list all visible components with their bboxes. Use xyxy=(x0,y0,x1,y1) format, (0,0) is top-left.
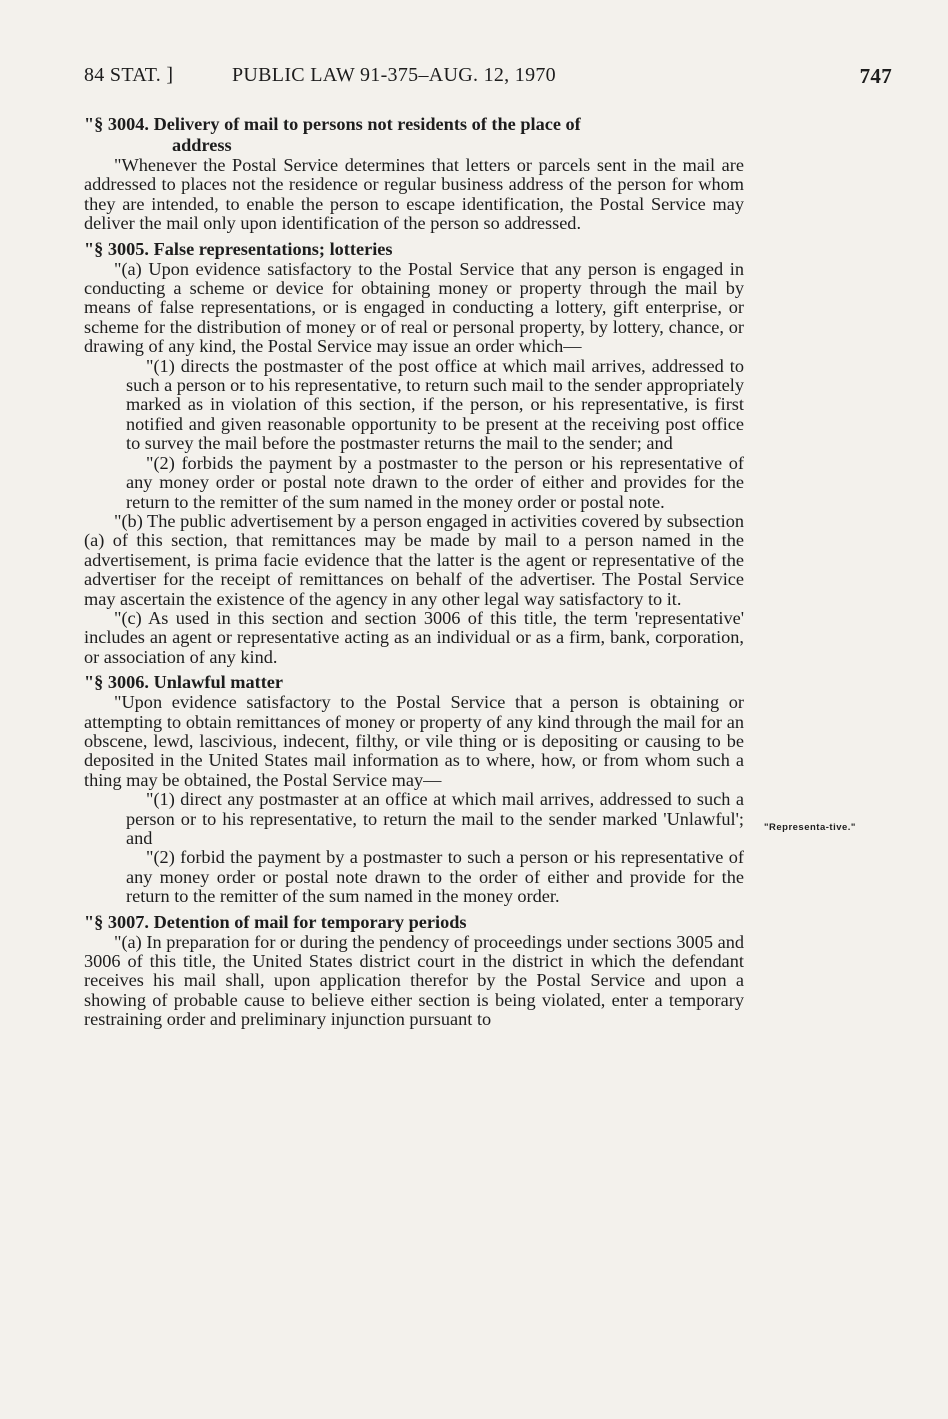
running-header xyxy=(84,64,892,94)
section-3004-heading-line2: address xyxy=(172,135,232,155)
section-3005-subsection-a: "(a) Upon evidence satisfactory to the Postal Service that any person is engaged in conducting a scheme or device for obtaining money or property through the mail by means of false representations, or is engaged in conducting a lottery, gift enterprise, or scheme for the distribution of money or of real or personal property, by lottery, chance, or drawing of any kind, the Postal Service may issue an order which— xyxy=(84,258,744,357)
section-3006-paragraph: "Upon evidence satisfactory to the Postal Service that a person is obtaining or attempting to obtain remittances of money or property of any kind through the mail for an obscene, lewd, lascivious, indecent, filthy, or vile thing or is depositing or causing to be deposited in the United States mail information as to where, how, or from whom such a thing may be obtained, the Postal Service may— xyxy=(84,692,744,790)
section-3005-subsection-b: "(b) The public advertisement by a person engaged in activities covered by subsection (a) of this section, that remittances may be made by mail to a person named in the advertisement, is prima facie evidence that the latter is the agent or representative of the advertiser for the receipt of remittances on behalf of the advertiser. The Postal Service may ascertain the existence of the agency in any other legal way satisfactory to it. xyxy=(84,510,744,609)
section-3007-subsection-a: "(a) In preparation for or during the pendency of proceedings under sections 3005 and 3006 of this title, the United States district court in the district in which the defendant receives his mail shall, upon application therefor by the Postal Service and upon a showing of probable cause to believe either section is being violated, enter a temporary restraining order and preliminary injunction pursuant to xyxy=(84,931,744,1030)
law-title: PUBLIC LAW 91-375–AUG. 12, 1970 xyxy=(232,64,556,86)
section-3005-subsection-c: "(c) As used in this section and section 3006 of this title, the term 'representative' includes an agent or representative acting as an individual or as a firm, bank, corporation, or association of any kind. xyxy=(84,607,744,667)
margin-note: "Representa-tive." xyxy=(764,822,856,833)
section-3005-item-1: "(1) directs the postmaster of the post office at which mail arrives, addressed to such a person or to his representative, to return such mail to the sender appropriately marked as in violation of this section, if the person, or his representative, is first notified and given reasonable opportunity to be present at the receiving post office to survey the mail before the postmaster returns the mail to the sender; and xyxy=(126,355,744,454)
section-3006-item-2: "(2) forbid the payment by a postmaster to such a person or his representative of any money order or postal note drawn to the order of either and provide for the return to the remitter of the sum named in the money order. xyxy=(126,847,744,907)
section-3007-heading: "§ 3007. Detention of mail for temporary periods xyxy=(84,911,467,932)
section-3004-heading xyxy=(84,114,744,156)
section-3004-heading-line1: "§ 3004. Delivery of mail to persons not residents of the place of xyxy=(84,114,581,134)
section-3006-heading: "§ 3006. Unlawful matter xyxy=(84,672,284,693)
section-3006-item-1: "(1) direct any postmaster at an office at which mail arrives, addressed to such a person or to his representative, to return the mail to the sender marked 'Unlawful'; and xyxy=(126,789,744,848)
section-3004-paragraph: "Whenever the Postal Service determines that letters or parcels sent in the mail are addressed to places not the residence or regular business address of the person for whom they are intended, to enable the person to escape identification, the Postal Service may deliver the mail only upon identification of the person so addressed. xyxy=(84,155,744,234)
section-3005-item-2: "(2) forbids the payment by a postmaster to the person or his representative of any money order or postal note drawn to the order of either and provides for the return to the remitter of the sum named in the money order or postal note. xyxy=(126,452,744,512)
body-text xyxy=(84,114,744,1030)
statute-reference: 84 STAT. ] xyxy=(84,64,174,86)
section-3005-heading: "§ 3005. False representations; lotteries xyxy=(84,238,393,259)
page-number: 747 xyxy=(859,64,892,88)
